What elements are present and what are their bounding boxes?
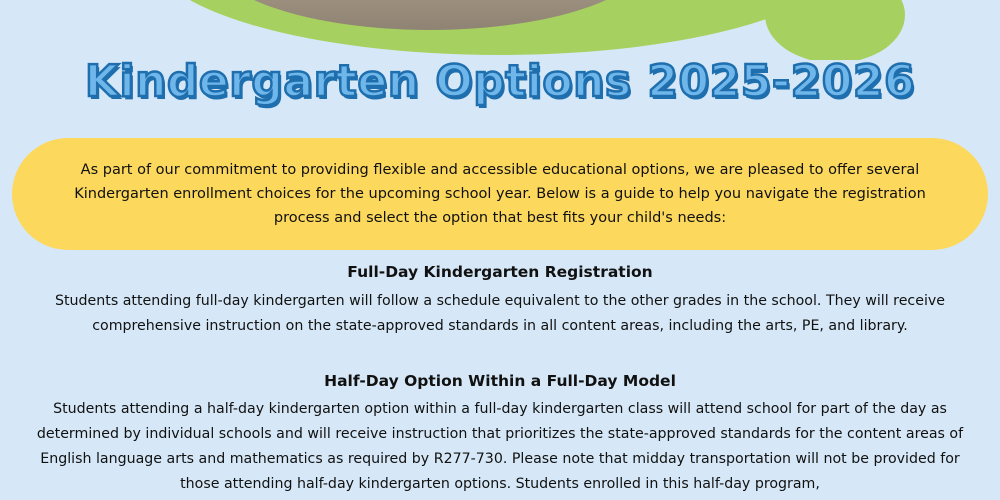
section-body-half-day: Students attending a half-day kindergarten option within a full-day kindergarten class will attend school for part of the day as determined by individual schools and will receive instruction that prioritizes the state-approved standards for the content areas of English language arts and mathematics as required by R277-730. Please note that midday transportation will not be provided for those attending half-day kindergarten options. Students enrolled in this half-day program, [36, 401, 964, 492]
page-title: Kindergarten Options 2025-2026 [84, 56, 916, 107]
section-heading-full-day: Full-Day Kindergarten Registration [347, 263, 653, 281]
section-body-full-day: Students attending full-day kindergarten will follow a schedule equivalent to the other grades in the school. They will receive comprehensive instruction on the state-approved standards in all content areas, including the arts, PE, and library. [54, 293, 946, 334]
section-heading-half-day: Half-Day Option Within a Full-Day Model [324, 372, 676, 390]
intro-text: As part of our commitment to providing flexible and accessible educational options, we are pleased to offer several Kindergarten enrollment choices for the upcoming school year. Below is a guide to help you navigate the registration process and select the option that best fits your child's needs: [74, 162, 926, 226]
intro-callout [12, 138, 988, 250]
frog-mascot-icon [760, 0, 910, 60]
